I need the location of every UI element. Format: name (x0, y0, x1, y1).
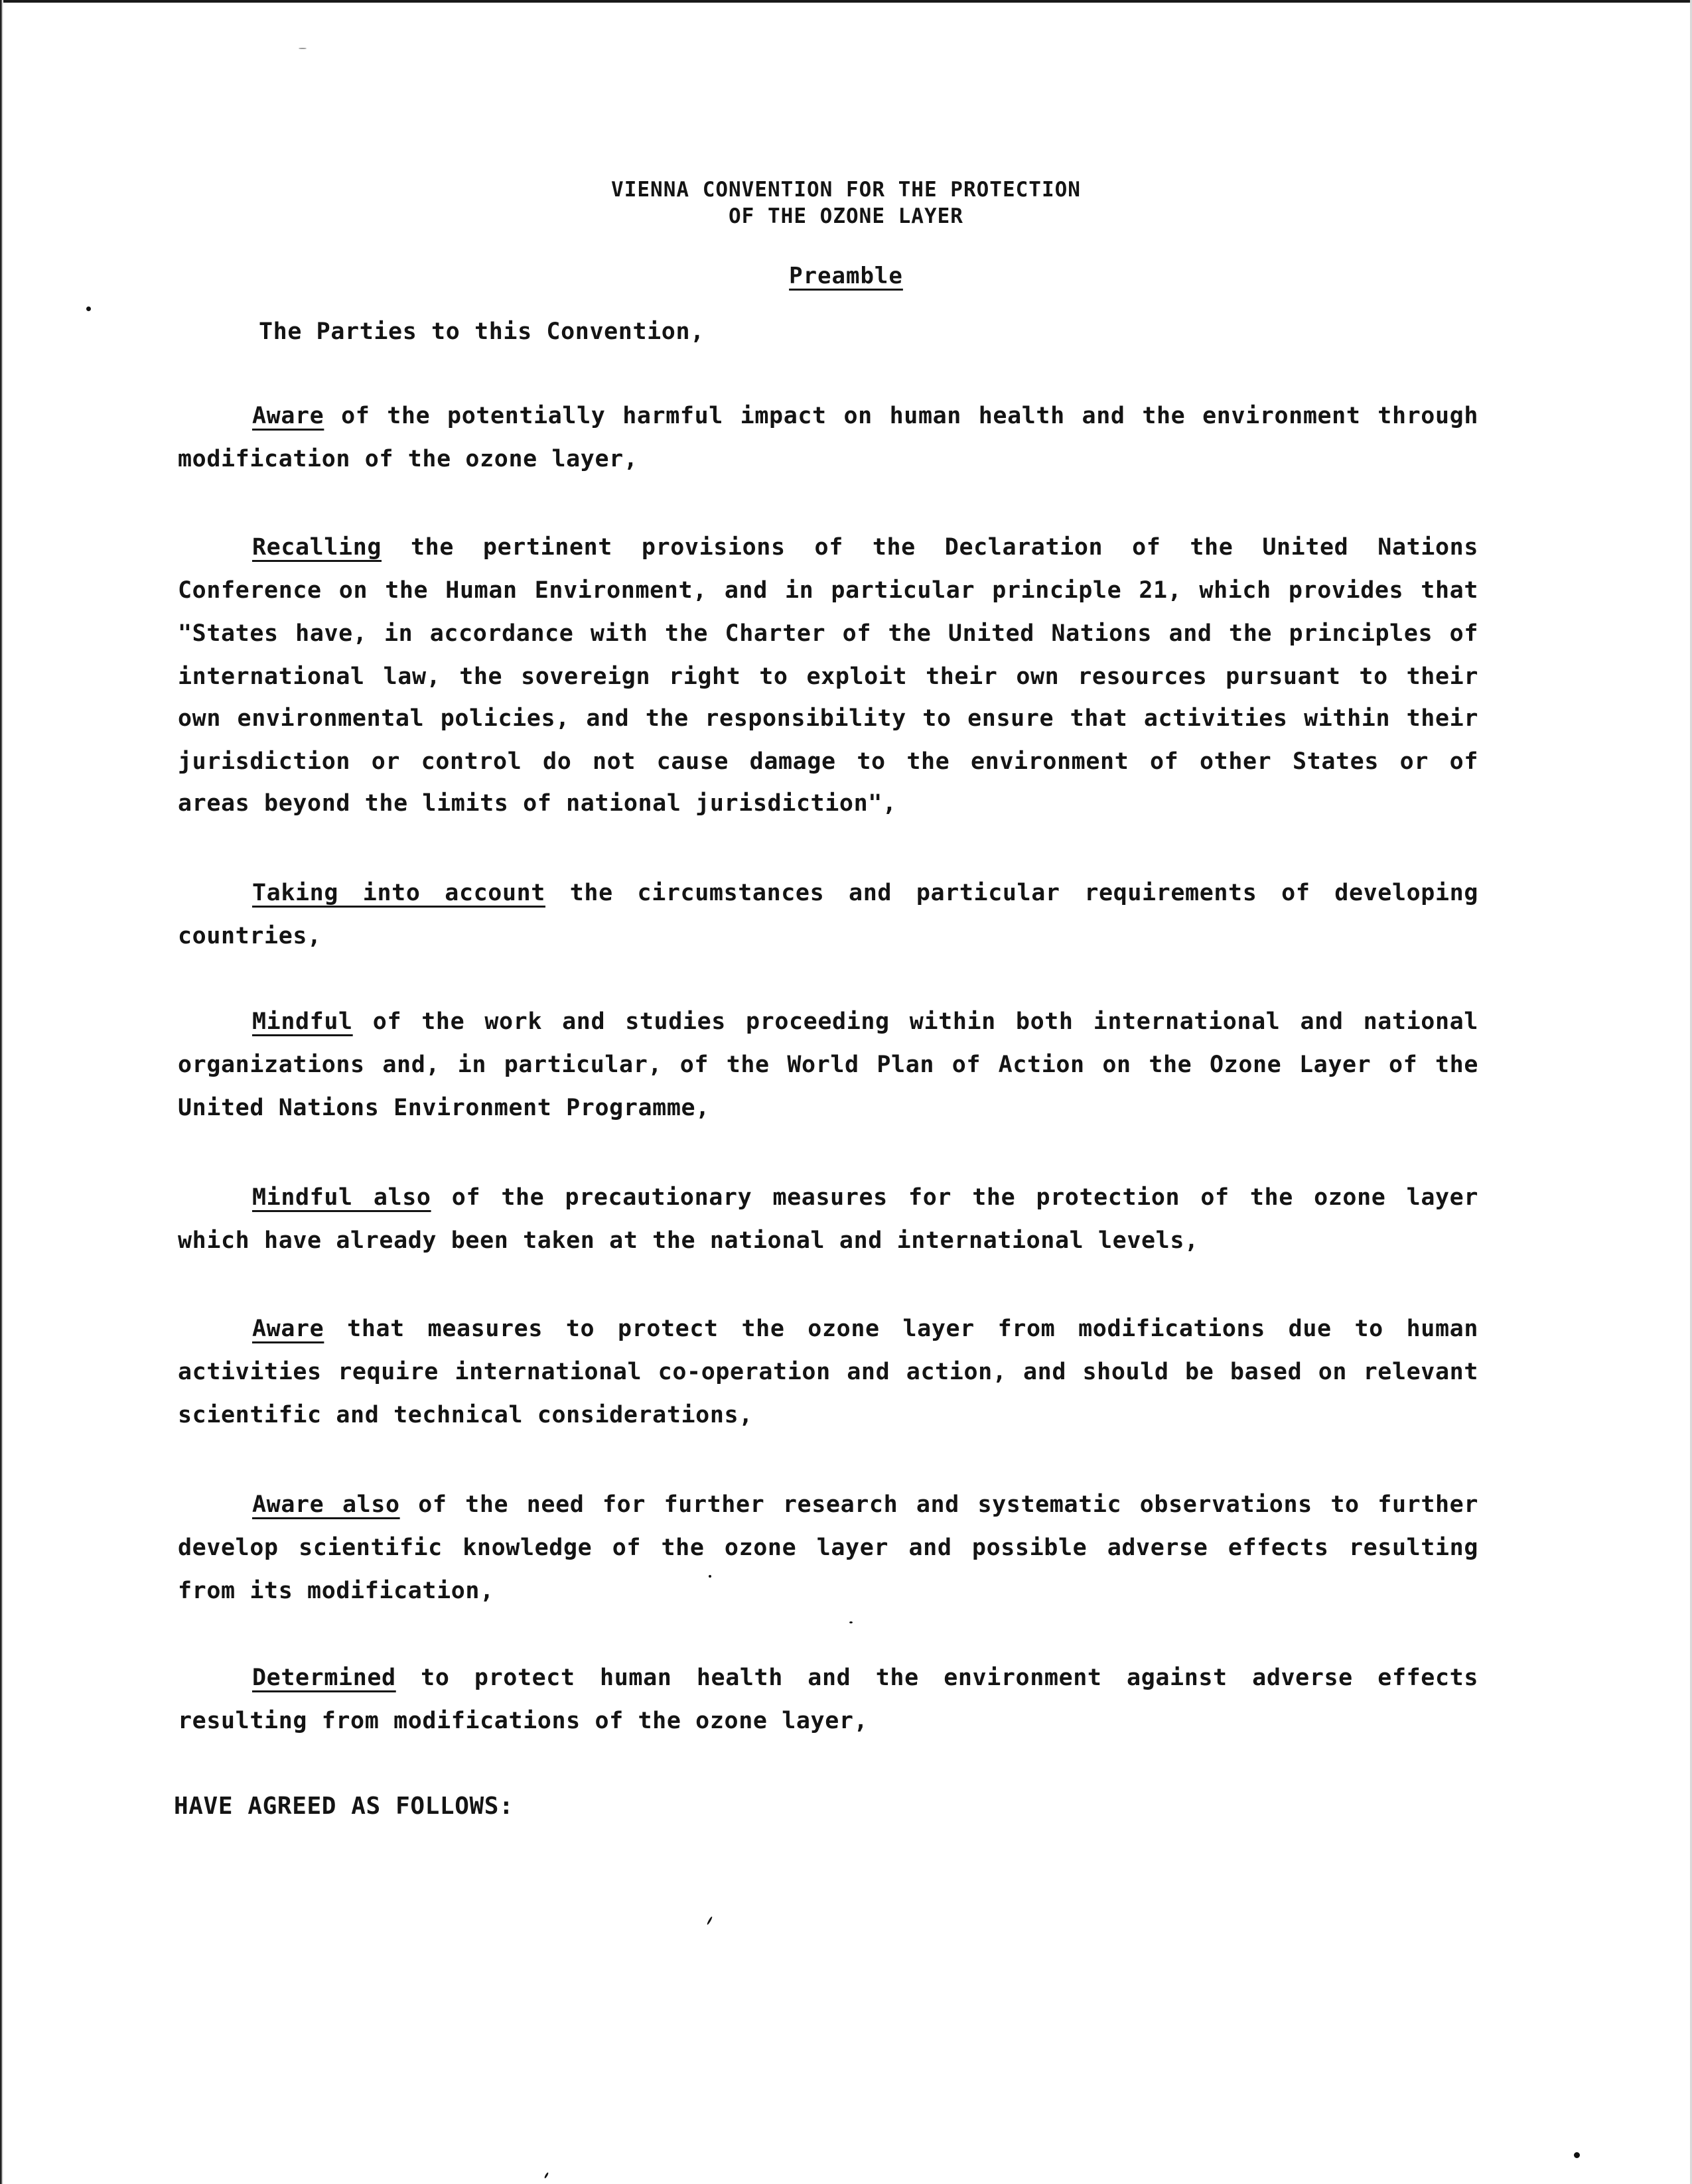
document-title-line-2: OF THE OZONE LAYER (729, 204, 963, 228)
page-left-edge (0, 0, 3, 2184)
paragraph-4-line-1: Mindful of the work and studies proceeding within both international and national (252, 1008, 1478, 1035)
intro-line: The Parties to this Convention, (259, 318, 705, 345)
scan-speck (544, 2172, 549, 2179)
paragraph-2-line-4: international law, the sovereign right to exploit their own resources pursuant to their (178, 663, 1478, 690)
paragraph-6-line-1: Aware that measures to protect the ozone layer from modifications due to human (252, 1316, 1478, 1342)
paragraph-2-line-7: areas beyond the limits of national jurisdiction", (178, 790, 897, 817)
paragraph-2-line-1: Recalling the pertinent provisions of the Declaration of the United Nations (252, 534, 1478, 561)
paragraph-1-line-1: Aware of the potentially harmful impact on human health and the environment through (252, 403, 1478, 429)
scan-speck (707, 1916, 713, 1925)
paragraph-2-keyword: Recalling (252, 534, 382, 561)
paragraph-8-line-2: resulting from modifications of the ozone layer, (178, 1708, 869, 1734)
closing-statement: HAVE AGREED AS FOLLOWS: (174, 1793, 514, 1820)
paragraph-1-line-2: modification of the ozone layer, (178, 446, 638, 472)
paragraph-1-keyword: Aware (252, 403, 324, 429)
paragraph-3-line-1: Taking into account the circumstances and particular requirements of developing (252, 880, 1478, 906)
paragraph-7-line-2: develop scientific knowledge of the ozone layer and possible adverse effects resulting (178, 1535, 1478, 1561)
paragraph-2-line-3: "States have, in accordance with the Charter of the United Nations and the principles of (178, 620, 1478, 647)
scan-speck (849, 1621, 853, 1623)
paragraph-7-line-3: from its modification, (178, 1578, 494, 1604)
scan-speck (86, 307, 91, 311)
paragraph-5-line-2: which have already been taken at the national and international levels, (178, 1227, 1199, 1254)
paragraph-7-keyword: Aware also (252, 1491, 400, 1518)
paragraph-3-line-2: countries, (178, 923, 322, 949)
paragraph-2-line-6: jurisdiction or control do not cause damage to the environment of other States or of (178, 748, 1478, 775)
paragraph-2-line-5: own environmental policies, and the responsibility to ensure that activities within their (178, 705, 1478, 732)
paragraph-2-line-2: Conference on the Human Environment, and in particular principle 21, which provides that (178, 577, 1478, 604)
paragraph-6-line-3: scientific and technical considerations, (178, 1402, 753, 1428)
paragraph-8-keyword: Determined (252, 1665, 396, 1691)
scan-speck (299, 48, 307, 49)
paragraph-3-keyword: Taking into account (252, 880, 545, 906)
paragraph-6-keyword: Aware (252, 1316, 324, 1342)
paragraph-4-line-3: United Nations Environment Programme, (178, 1095, 710, 1121)
section-heading: Preamble (789, 263, 903, 289)
paragraph-4-keyword: Mindful (252, 1008, 353, 1035)
paragraph-4-line-2: organizations and, in particular, of the World Plan of Action on the Ozone Layer of the (178, 1052, 1478, 1078)
page-top-edge (0, 0, 1692, 3)
paragraph-5-line-1: Mindful also of the precautionary measures for the protection of the ozone layer (252, 1184, 1479, 1211)
document-title-line-1: VIENNA CONVENTION FOR THE PROTECTION (611, 178, 1081, 202)
paragraph-8-line-1: Determined to protect human health and the environment against adverse effects (252, 1665, 1478, 1691)
paragraph-7-line-1: Aware also of the need for further research and systematic observations to further (252, 1491, 1479, 1518)
scan-speck (1574, 2152, 1580, 2158)
paragraph-5-keyword: Mindful also (252, 1184, 431, 1211)
paragraph-6-line-2: activities require international co-operation and action, and should be based on relevant (178, 1359, 1478, 1385)
scan-speck (709, 1575, 711, 1578)
